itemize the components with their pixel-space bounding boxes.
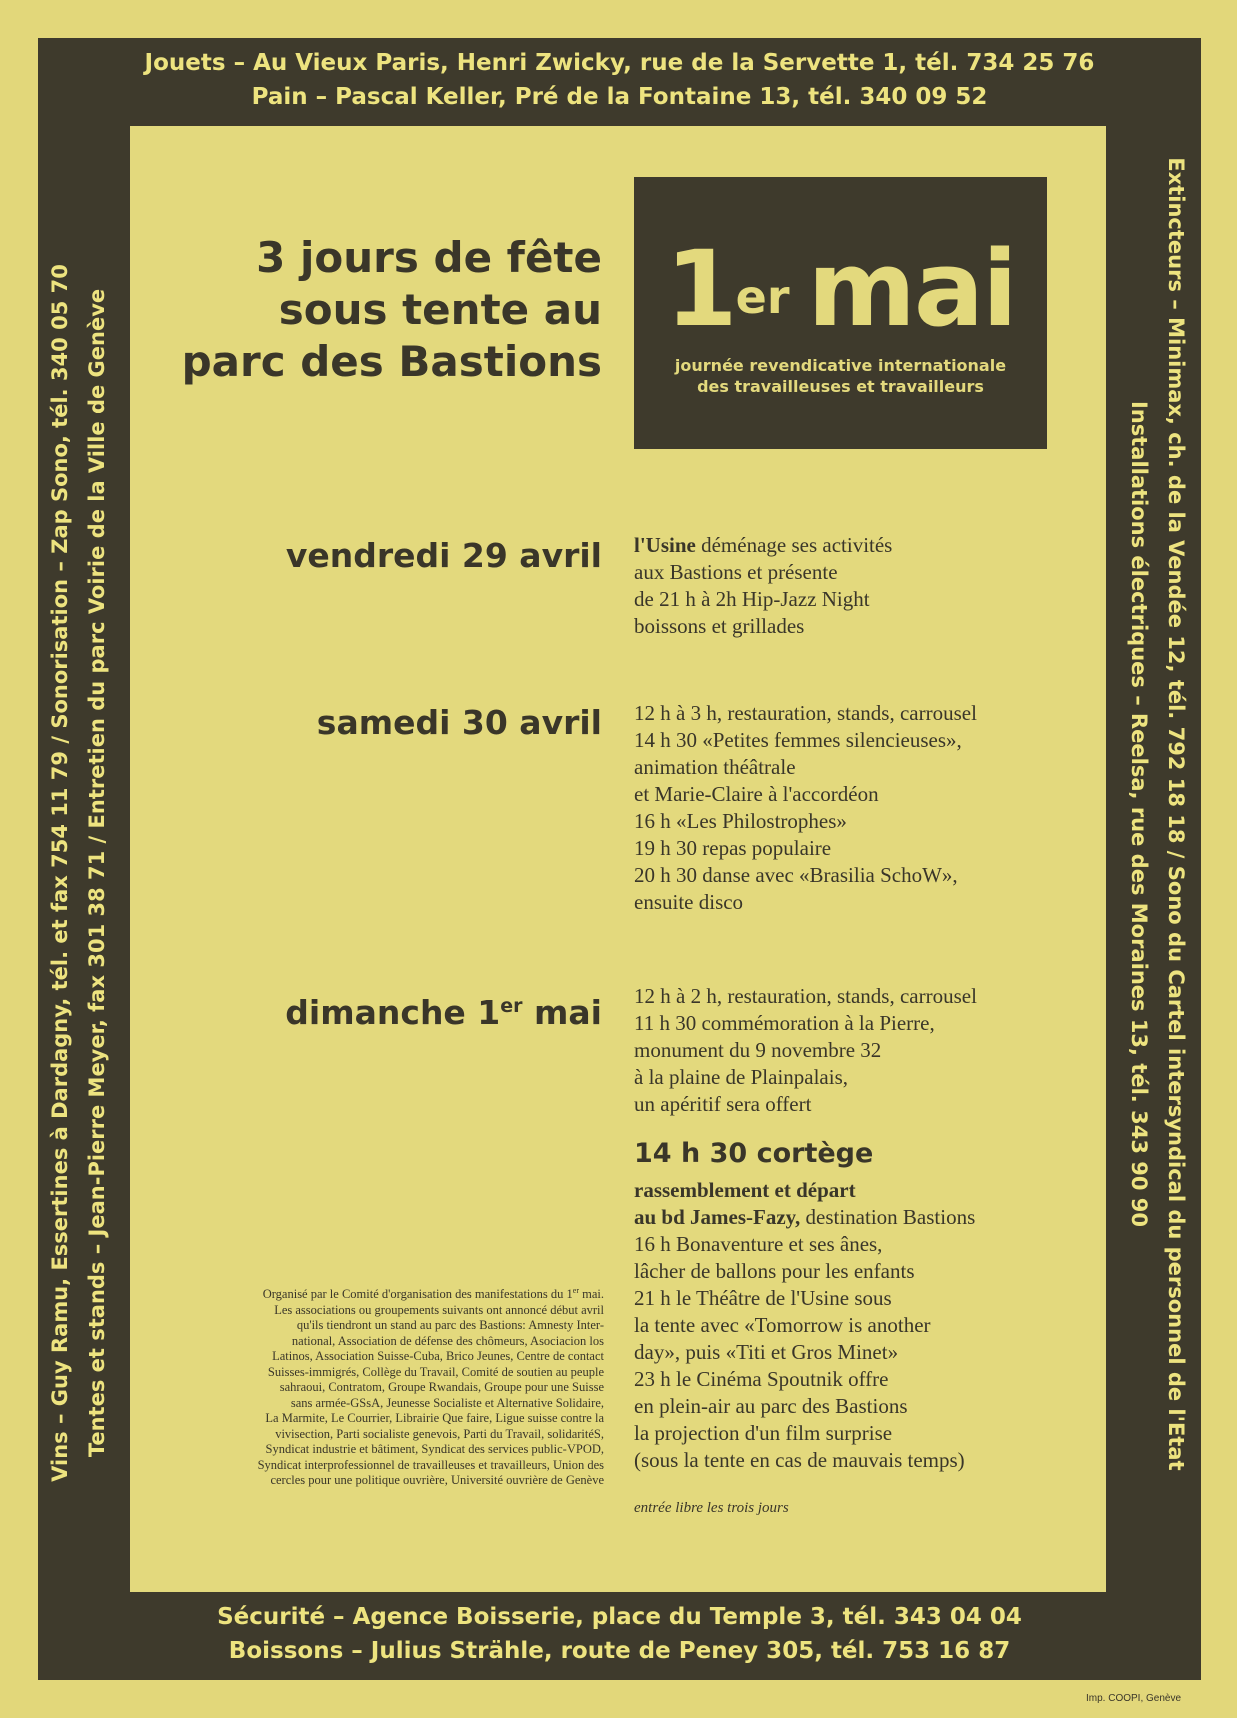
premier-mai-heading [634,228,1047,350]
top-sponsors [38,46,1201,114]
program-line: 12 h à 3 h, restauration, stands, carrousel [634,701,977,725]
program-line: un apéritif sera offert [634,1092,812,1116]
cortege-destination: destination Bastions [800,1205,976,1229]
organisers-first-end: mai. [579,1287,604,1302]
organisers-line: Latinos, Association Suisse-Cuba, Brico Jeunes, Centre de contact [272,1349,604,1364]
mai-number: 1 [665,228,736,350]
program-line: 23 h le Cinéma Spoutnik offre [634,1367,889,1391]
bottom-sponsors [38,1600,1201,1668]
program-line: day», puis «Titi et Gros Minet» [634,1340,899,1364]
organisers-note [186,1283,604,1489]
program-line: aux Bastions et présente [634,560,838,584]
program-line: à la plaine de Plainpalais, [634,1065,849,1089]
program-line [634,1204,1104,1231]
program-line: de 21 h à 2h Hip-Jazz Night [634,587,870,611]
program-line: et Marie-Claire à l'accordéon [634,782,879,806]
program-line: ensuite disco [634,890,744,914]
program-line [634,532,1104,559]
program-saturday [634,700,1104,916]
top-sponsor-line: Pain – Pascal Keller, Pré de la Fontaine 13, tél. 340 09 52 [251,84,988,110]
organisers-line [186,1283,604,1303]
usine-name: l'Usine [634,533,696,557]
organisers-line: national, Association de défense des chômeurs, Asociacion los [291,1333,604,1348]
organisers-line: Suisses-immigrés, Collège du Travail, Comité de soutien au peuple [267,1364,604,1379]
program-line: monument du 9 novembre 32 [634,1038,882,1062]
day-saturday: samedi 30 avril [316,703,602,742]
top-sponsor-line: Jouets – Au Vieux Paris, Henri Zwicky, rue de la Servette 1, tél. 734 25 76 [144,50,1095,76]
program-sunday [634,983,1104,1118]
sunday-suffix: er [500,995,523,1017]
program-line: lâcher de ballons pour les enfants [634,1259,915,1283]
printer-credit: Imp. COOPI, Genève [1086,1693,1182,1704]
organisers-line: Syndicat industrie et bâtiment, Syndicat des services public-VPOD, [265,1442,604,1457]
mai-subtitle [634,355,1047,397]
organisers-line: Les associations ou groupements suivants ont annoncé début avril [274,1302,604,1317]
organisers-line: vivisection, Parti socialiste genevois, Parti du Travail, solidaritéS, [275,1426,604,1441]
organisers-line: sahraoui, Contratom, Groupe Rwandais, Groupe pour une Suisse [279,1380,604,1395]
right-sponsors [1120,94,1194,1534]
day-friday: vendredi 29 avril [285,536,602,575]
program-line: 16 h «Les Philostrophes» [634,809,847,833]
sunday-label: dimanche 1 [285,993,501,1032]
program-line: 19 h 30 repas populaire [634,836,832,860]
free-entry-note: entrée libre les trois jours [634,1500,789,1516]
organisers-first: Organisé par le Comité d'organisation des manifestations du 1 [262,1287,573,1302]
program-line: 21 h le Théâtre de l'Usine sous [634,1286,892,1310]
right-sponsor-line: Extincteurs – Minimax, ch. de la Vendée 12, tél. 792 18 18 / Sono du Cartel intersyndical du personnel de l'Etat [1164,157,1188,1471]
program-line: animation théâtrale [634,755,796,779]
left-sponsor-line: Tentes et stands – Jean-Pierre Meyer, fax 301 38 71 / Entretien du parc Voirie de la Ville de Genève [85,288,109,1458]
organisers-line: qu'ils tiendront un stand au parc des Bastions: Amnesty Inter- [296,1318,604,1333]
program-line: 12 h à 2 h, restauration, stands, carrousel [634,984,977,1008]
program-line: en plein-air au parc des Bastions [634,1394,908,1418]
program-line: rassemblement et départ [634,1178,856,1202]
program-line: (sous la tente en cas de mauvais temps) [634,1448,965,1472]
premier-mai-box [634,177,1047,449]
program-friday [634,532,1104,640]
program-line: 20 h 30 danse avec «Brasilia SchoW», [634,863,958,887]
cortege-start: au bd James-Fazy, [634,1205,801,1229]
title-line: parc des Bastions [181,337,602,386]
program-line: la projection d'un film surprise [634,1421,893,1445]
cortege-heading: 14 h 30 cortège [634,1138,874,1169]
organisers-line: cercles pour une politique ouvrière, Université ouvrière de Genève [270,1473,604,1488]
title-line: sous tente au [278,285,602,334]
right-sponsor-line: Installations électriques – Reelsa, rue des Moraines 13, tél. 343 90 90 [1127,400,1151,1228]
program-line: 11 h 30 commémoration à la Pierre, [634,1011,935,1035]
program-line: la tente avec «Tomorrow is another [634,1313,931,1337]
left-sponsor-line: Vins – Guy Ramu, Essertines à Dardagny, tél. et fax 754 11 79 / Sonorisation – Zap Sono, tél. 340 05 70 [48,264,72,1482]
event-title [150,232,602,388]
organisers-line: La Marmite, Le Courrier, Librairie Que faire, Ligue suisse contre la [265,1411,604,1426]
mai-subtitle-line: des travailleuses et travailleurs [697,377,984,396]
organisers-suffix: er [572,1286,579,1295]
mai-suffix: er [735,270,790,324]
sunday-label-end: mai [522,993,602,1032]
organisers-line: sans armée-GSsA, Jeunesse Socialiste et Alternative Solidaire, [290,1395,604,1410]
title-line: 3 jours de fête [256,233,602,282]
mai-subtitle-line: journée revendicative internationale [674,356,1007,375]
bottom-sponsor-line: Boissons – Julius Strähle, route de Peney 305, tél. 753 16 87 [228,1638,1011,1664]
mai-word: mai [807,228,1016,350]
program-line: boissons et grillades [634,614,805,638]
program-cortege [634,1177,1104,1474]
left-sponsors [42,153,116,1593]
program-line: 16 h Bonaventure et ses ânes, [634,1232,883,1256]
day-sunday [150,986,602,1033]
bottom-sponsor-line: Sécurité – Agence Boisserie, place du Temple 3, tél. 343 04 04 [217,1604,1022,1630]
program-line: 14 h 30 «Petites femmes silencieuses», [634,728,962,752]
program-text: déménage ses activités [701,533,893,557]
organisers-line: Syndicat interprofessionnel de travailleuses et travailleurs, Union des [257,1457,604,1472]
